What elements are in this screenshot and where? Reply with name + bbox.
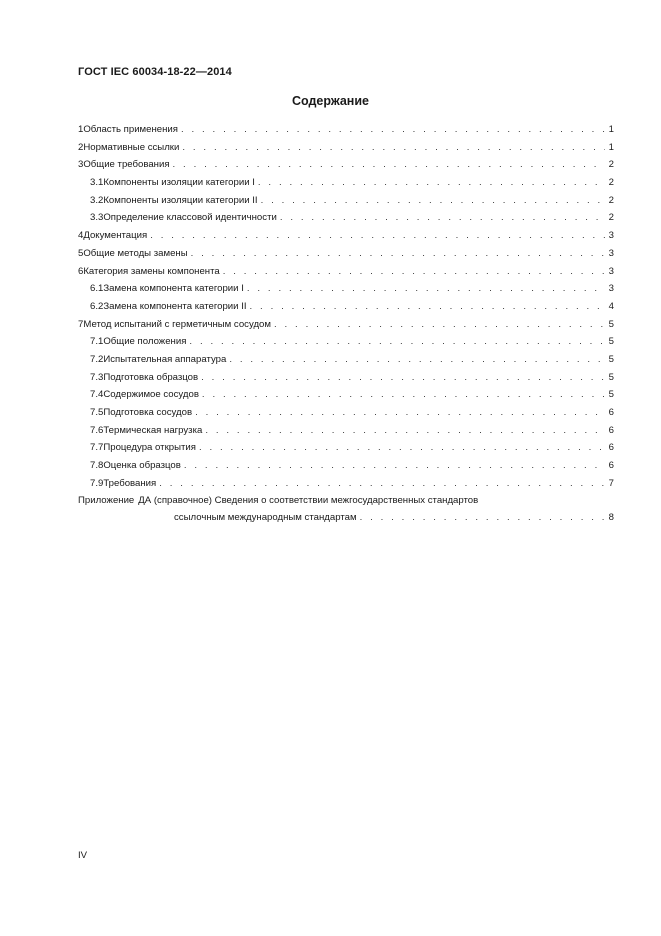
annex-prefix: Приложение	[78, 495, 135, 507]
toc-entry-number: 7.1	[90, 336, 104, 348]
toc-entry[interactable]	[78, 227, 614, 245]
toc-entry-number: 3.3	[90, 212, 104, 224]
leader-dots	[202, 386, 605, 404]
leader-dots	[261, 192, 605, 210]
toc-entry-label: Документация	[83, 230, 148, 242]
toc-entry-number: 7.7	[90, 442, 104, 454]
toc-entry-number: 7.4	[90, 389, 104, 401]
toc-entry-page: 5	[608, 371, 614, 383]
toc-entry-page: 5	[608, 389, 614, 401]
document-code: ГОСТ IEC 60034-18-22—2014	[78, 66, 232, 78]
toc-entry-page: 6	[608, 407, 614, 418]
toc-entry-number: 5	[78, 247, 84, 259]
toc-entry-label: Компоненты изоляции категории II	[103, 194, 258, 206]
toc-entry-label: Термическая нагрузка	[103, 424, 203, 436]
toc-entry-number: 1	[78, 124, 84, 135]
toc-entry-page: 3	[608, 283, 614, 295]
leader-dots	[159, 475, 605, 493]
toc-entry-number: 6	[78, 265, 84, 277]
toc-entry-label: Категория замены компонента	[83, 265, 220, 277]
leader-dots	[150, 227, 605, 245]
toc-entry[interactable]	[78, 439, 614, 457]
toc-entry-label: Процедура открытия	[103, 442, 196, 454]
toc-title: Содержание	[291, 94, 369, 108]
leader-dots	[201, 369, 605, 387]
toc-entry-page: 2	[608, 177, 614, 189]
toc-entry[interactable]	[78, 404, 614, 422]
toc-entry-number: 7.5	[90, 407, 104, 418]
page-number: IV	[78, 850, 88, 861]
toc-entry-label: Содержимое сосудов	[103, 389, 199, 401]
toc-entry[interactable]	[78, 156, 614, 174]
toc-entry-label: Подготовка образцов	[103, 371, 199, 383]
toc-entry-label: Область применения	[83, 124, 178, 135]
toc-entry-number: 3.2	[90, 194, 104, 206]
leader-dots	[247, 280, 605, 298]
leader-dots	[223, 263, 605, 281]
toc-entry-number: 4	[78, 230, 84, 242]
toc-annex-line2[interactable]	[78, 509, 614, 527]
toc-entry-label: Замена компонента категории I	[103, 283, 244, 295]
toc-entry-page: 6	[608, 460, 614, 472]
annex-title: ДА (справочное) Сведения о соответствии межгосударственных стандартов	[138, 495, 479, 507]
table-of-contents	[78, 121, 614, 527]
toc-entry[interactable]	[78, 209, 614, 227]
toc-entry-label: Метод испытаний с герметичным сосудом	[83, 318, 271, 330]
toc-entry-label: Испытательная аппаратура	[103, 353, 227, 365]
toc-entry[interactable]	[78, 280, 614, 298]
leader-dots	[205, 422, 605, 440]
toc-entry[interactable]	[78, 457, 614, 475]
toc-entry-label: Общие методы замены	[83, 247, 188, 259]
leader-dots	[182, 139, 605, 157]
toc-entry-number: 3.1	[90, 177, 104, 189]
toc-entry-number: 7.2	[90, 353, 104, 365]
toc-entry-page: 1	[608, 141, 614, 153]
leader-dots	[280, 209, 605, 227]
toc-entry-number: 3	[78, 159, 84, 171]
toc-entry-number: 7	[78, 318, 84, 330]
toc-entry-page: 3	[608, 247, 614, 259]
toc-entry-page: 7	[608, 477, 614, 489]
toc-entry[interactable]	[78, 422, 614, 440]
toc-entry[interactable]	[78, 333, 614, 351]
toc-entry-label: Требования	[103, 477, 157, 489]
toc-entry[interactable]	[78, 139, 614, 157]
toc-entry[interactable]	[78, 369, 614, 387]
toc-entry[interactable]	[78, 351, 614, 369]
toc-entry-label: Замена компонента категории II	[103, 300, 247, 312]
toc-entry-page: 3	[608, 230, 614, 242]
annex-title-cont: ссылочным международным стандартам	[174, 512, 357, 524]
toc-entry[interactable]	[78, 121, 614, 139]
toc-entry[interactable]	[78, 245, 614, 263]
toc-entry[interactable]	[78, 316, 614, 334]
leader-dots	[274, 316, 605, 334]
leader-dots	[199, 439, 605, 457]
leader-dots	[184, 457, 605, 475]
leader-dots	[229, 351, 605, 369]
toc-entry-label: Компоненты изоляции категории I	[103, 177, 255, 189]
toc-entry-page: 2	[608, 159, 614, 171]
leader-dots	[195, 404, 605, 422]
toc-entry[interactable]	[78, 263, 614, 281]
leader-dots	[189, 333, 605, 351]
leader-dots	[258, 174, 605, 192]
toc-entry-number: 7.9	[90, 477, 104, 489]
toc-entry-label: Нормативные ссылки	[83, 141, 180, 153]
leader-dots	[360, 509, 605, 527]
toc-entry-label: Определение классовой идентичности	[103, 212, 277, 224]
toc-entry[interactable]	[78, 192, 614, 210]
toc-entry-page: 1	[608, 124, 614, 135]
leader-dots	[191, 245, 605, 263]
toc-entry[interactable]	[78, 475, 614, 493]
toc-entry-page: 5	[608, 353, 614, 365]
toc-entry-page: 6	[608, 442, 614, 454]
toc-entry-page: 6	[608, 424, 614, 436]
leader-dots	[250, 298, 605, 316]
toc-entry-number: 6.2	[90, 300, 104, 312]
leader-dots	[181, 121, 605, 139]
toc-entry-label: Подготовка сосудов	[103, 407, 193, 418]
toc-entry-label: Общие требования	[83, 159, 170, 171]
toc-entry-page: 5	[608, 318, 614, 330]
annex-page: 8	[608, 512, 614, 524]
toc-entry-page: 2	[608, 212, 614, 224]
toc-entry[interactable]	[78, 174, 614, 192]
toc-entry-page: 3	[608, 265, 614, 277]
toc-annex-line1	[78, 492, 614, 509]
toc-entry-label: Оценка образцов	[103, 460, 181, 472]
toc-entry-number: 7.3	[90, 371, 104, 383]
toc-entry-label: Общие положения	[103, 336, 187, 348]
toc-entry-number: 6.1	[90, 283, 104, 295]
toc-entry-number: 2	[78, 141, 84, 153]
toc-entry[interactable]	[78, 386, 614, 404]
toc-entry-number: 7.8	[90, 460, 104, 472]
toc-entry-number: 7.6	[90, 424, 104, 436]
toc-entry-page: 4	[608, 300, 614, 312]
leader-dots	[173, 156, 605, 174]
toc-entry-page: 5	[608, 336, 614, 348]
toc-entry-page: 2	[608, 194, 614, 206]
toc-entry[interactable]	[78, 298, 614, 316]
